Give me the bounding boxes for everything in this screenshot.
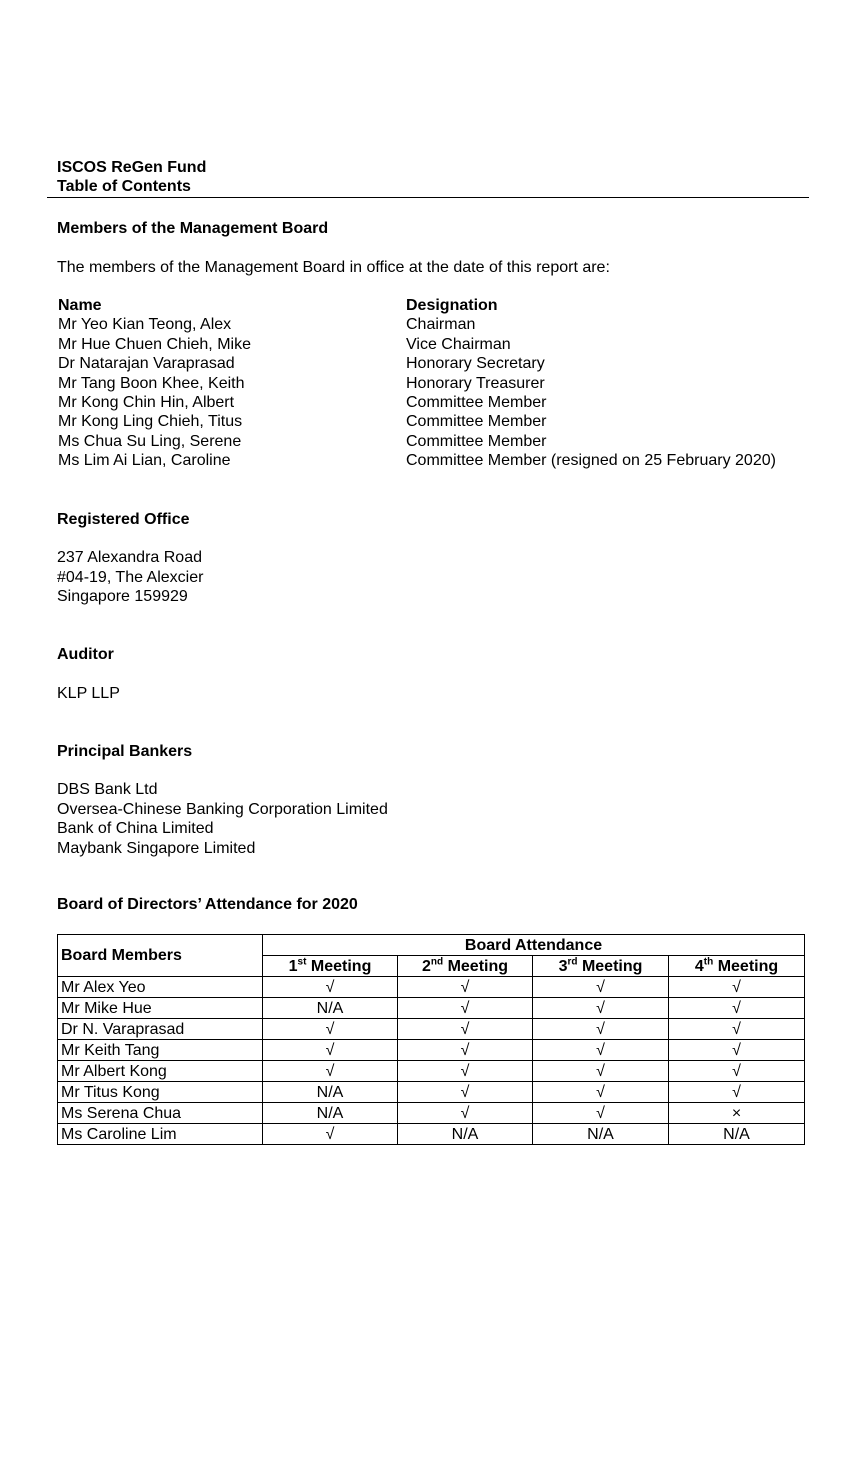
members-list	[58, 296, 818, 471]
table-row	[58, 1019, 805, 1040]
attendance-cell: N/A	[263, 1103, 398, 1124]
attendance-cell: √	[669, 1061, 805, 1082]
table-row	[58, 1103, 805, 1124]
meeting-column-header: 1st Meeting	[263, 956, 398, 977]
table-row	[58, 977, 805, 998]
bank-name: DBS Bank Ltd	[57, 781, 158, 798]
attendance-cell: N/A	[669, 1124, 805, 1145]
member-designation: Committee Member	[406, 432, 547, 450]
management-board-intro: The members of the Management Board in office at the date of this report are:	[57, 259, 610, 276]
header-divider	[47, 197, 809, 198]
registered-office-address	[57, 548, 203, 607]
member-name: Mr Hue Chuen Chieh, Mike	[58, 335, 251, 353]
bank-name: Maybank Singapore Limited	[57, 839, 256, 857]
attendance-cell: √	[669, 1040, 805, 1061]
member-cell: Dr N. Varaprasad	[58, 1019, 263, 1040]
attendance-cell: √	[398, 1019, 533, 1040]
attendance-cell: N/A	[263, 998, 398, 1019]
management-board-heading: Members of the Management Board	[57, 220, 329, 237]
attendance-cell: √	[533, 1103, 669, 1124]
address-line: #04-19, The Alexcier	[57, 568, 204, 586]
document-header	[57, 158, 206, 196]
board-attendance-group-header: Board Attendance	[263, 935, 805, 956]
registered-office-heading: Registered Office	[57, 511, 190, 528]
member-row	[58, 393, 818, 412]
member-name: Dr Natarajan Varaprasad	[58, 355, 235, 373]
attendance-cell: √	[533, 1040, 669, 1061]
member-name: Ms Chua Su Ling, Serene	[58, 432, 242, 450]
member-name: Mr Kong Ling Chieh, Titus	[58, 413, 243, 431]
member-row	[58, 354, 818, 373]
address-line: Singapore 159929	[57, 588, 188, 605]
member-designation: Chairman	[406, 316, 476, 334]
bank-name: Oversea-Chinese Banking Corporation Limited	[57, 800, 388, 818]
member-cell: Ms Serena Chua	[58, 1103, 263, 1124]
member-cell: Ms Caroline Lim	[58, 1124, 263, 1145]
member-cell: Mr Titus Kong	[58, 1082, 263, 1103]
fund-name: ISCOS ReGen Fund	[57, 159, 207, 176]
table-row	[58, 1040, 805, 1061]
attendance-cell: √	[398, 1061, 533, 1082]
table-row	[58, 1061, 805, 1082]
attendance-cell: N/A	[533, 1124, 669, 1145]
member-row	[58, 315, 818, 334]
name-column-header: Name	[58, 297, 102, 314]
table-row	[58, 1082, 805, 1103]
member-name: Mr Yeo Kian Teong, Alex	[58, 316, 232, 334]
attendance-cell: √	[669, 977, 805, 998]
member-row	[58, 432, 818, 451]
member-row	[58, 451, 818, 470]
attendance-cell: √	[533, 1061, 669, 1082]
attendance-cell: √	[398, 1103, 533, 1124]
member-row	[58, 335, 818, 354]
attendance-heading: Board of Directors’ Attendance for 2020	[57, 896, 358, 913]
member-designation: Committee Member	[406, 413, 547, 431]
attendance-cell: N/A	[263, 1082, 398, 1103]
attendance-cell: √	[263, 1040, 398, 1061]
member-cell: Mr Keith Tang	[58, 1040, 263, 1061]
member-cell: Mr Mike Hue	[58, 998, 263, 1019]
designation-column-header: Designation	[406, 297, 498, 314]
bank-name: Bank of China Limited	[57, 820, 214, 837]
bankers-list	[57, 780, 388, 858]
member-row	[58, 412, 818, 431]
member-cell: Mr Albert Kong	[58, 1061, 263, 1082]
attendance-cell: √	[263, 1019, 398, 1040]
members-header-row	[58, 296, 818, 315]
board-members-column-header: Board Members	[58, 935, 263, 977]
member-name: Ms Lim Ai Lian, Caroline	[58, 452, 231, 470]
member-cell: Mr Alex Yeo	[58, 977, 263, 998]
attendance-cell: √	[533, 1082, 669, 1103]
attendance-cell: √	[669, 1019, 805, 1040]
member-row	[58, 374, 818, 393]
attendance-cell: √	[669, 1082, 805, 1103]
member-name: Mr Tang Boon Khee, Keith	[58, 374, 245, 392]
table-row	[58, 1124, 805, 1145]
attendance-cell: √	[398, 1082, 533, 1103]
auditor-name: KLP LLP	[57, 685, 120, 702]
attendance-cell: √	[669, 998, 805, 1019]
attendance-cell: √	[398, 977, 533, 998]
attendance-cell: √	[533, 998, 669, 1019]
attendance-table	[57, 934, 805, 1145]
meeting-column-header: 3rd Meeting	[533, 956, 669, 977]
attendance-header-row	[58, 935, 805, 956]
principal-bankers-heading: Principal Bankers	[57, 743, 193, 760]
table-row	[58, 998, 805, 1019]
attendance-cell: √	[263, 977, 398, 998]
meeting-column-header: 4th Meeting	[669, 956, 805, 977]
attendance-cell: √	[533, 977, 669, 998]
document-section-title: Table of Contents	[57, 178, 191, 195]
member-name: Mr Kong Chin Hin, Albert	[58, 393, 235, 411]
meeting-column-header: 2nd Meeting	[398, 956, 533, 977]
attendance-cell: √	[533, 1019, 669, 1040]
attendance-cell: ×	[669, 1103, 805, 1124]
attendance-cell: √	[398, 1040, 533, 1061]
attendance-cell: √	[263, 1061, 398, 1082]
member-designation: Honorary Treasurer	[406, 374, 545, 392]
attendance-cell: √	[263, 1124, 398, 1145]
attendance-cell: √	[398, 998, 533, 1019]
member-designation: Vice Chairman	[406, 335, 511, 353]
member-designation: Committee Member	[406, 393, 547, 411]
address-line: 237 Alexandra Road	[57, 549, 202, 566]
member-designation: Committee Member (resigned on 25 February 2020)	[406, 452, 776, 470]
auditor-heading: Auditor	[57, 646, 114, 663]
member-designation: Honorary Secretary	[406, 355, 545, 373]
attendance-cell: N/A	[398, 1124, 533, 1145]
